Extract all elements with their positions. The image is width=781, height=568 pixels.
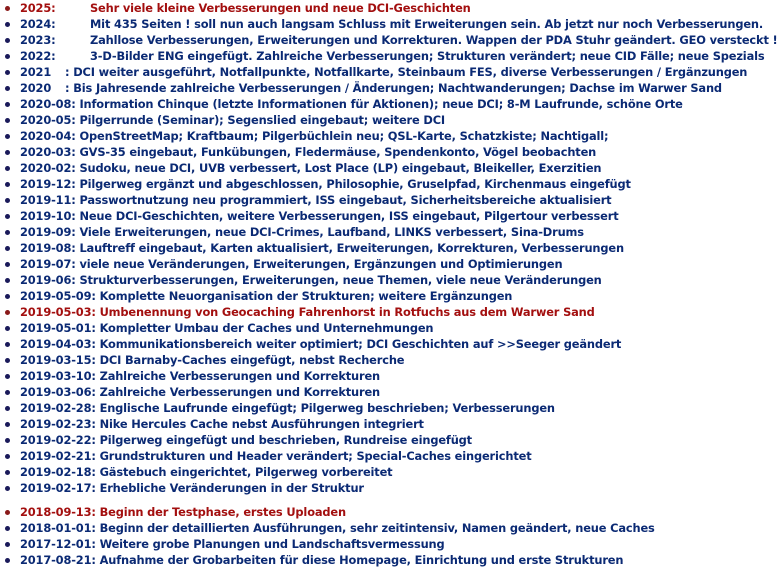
entry-text: 2019-08: Lauftreff eingebaut, Karten aktualisiert, Erweiterungen, Korrekturen, Verbesserungen	[20, 241, 624, 255]
entry-text: 2019-03-15: DCI Barnaby-Caches eingefügt, nebst Recherche	[20, 353, 405, 367]
entry-text: 2019-05-01: Kompletter Umbau der Caches und Unternehmungen	[20, 321, 434, 335]
bullet-icon	[5, 510, 10, 515]
changelog-entry	[0, 176, 781, 192]
bullet-icon	[5, 54, 10, 59]
entry-text: 2019-02-18: Gästebuch eingerichtet, Pilgerweg vorbereitet	[20, 465, 393, 479]
entry-text: 2019-05-03: Umbenennung von Geocaching Fahrenhorst in Rotfuchs aus dem Warwer Sand	[20, 305, 595, 319]
bullet-icon	[5, 294, 10, 299]
entry-text: Sehr viele kleine Verbesserungen und neue DCI-Geschichten	[90, 1, 471, 15]
bullet-icon	[5, 134, 10, 139]
entry-text: Mit 435 Seiten ! soll nun auch langsam Schluss mit Erweiterungen sein. Ab jetzt nur noch Verbesserungen.	[90, 17, 764, 31]
entry-text: 2017-12-01: Weitere grobe Planungen und Landschaftsvermessung	[20, 537, 445, 551]
entry-text: 2019-07: viele neue Veränderungen, Erweiterungen, Ergänzungen und Optimierungen	[20, 257, 563, 271]
entry-text: Zahllose Verbesserungen, Erweiterungen und Korrekturen. Wappen der PDA Stuhr geändert. GEO versteckt !	[90, 33, 778, 47]
entry-date: 2022:	[20, 49, 56, 63]
bullet-icon	[5, 118, 10, 123]
bullet-icon	[5, 262, 10, 267]
entry-text: 2019-09: Viele Erweiterungen, neue DCI-Crimes, Laufband, LINKS verbessert, Sina-Drums	[20, 225, 584, 239]
entry-text: 2019-03-06: Zahlreiche Verbesserungen und Korrekturen	[20, 385, 381, 399]
entry-text: 2018-01-01: Beginn der detaillierten Ausführungen, sehr zeitintensiv, Namen geändert, neue Caches	[20, 521, 655, 535]
bullet-icon	[5, 182, 10, 187]
changelog-entry	[0, 32, 781, 48]
changelog-entry	[0, 304, 781, 320]
entry-text: : DCI weiter ausgeführt, Notfallpunkte, Notfallkarte, Steinbaum FES, diverse Verbesserungen / Ergänzungen	[65, 65, 748, 79]
changelog-entry	[0, 552, 781, 568]
group-spacer	[0, 496, 781, 504]
bullet-icon	[5, 198, 10, 203]
entry-text: 2019-03-10: Zahlreiche Verbesserungen und Korrekturen	[20, 369, 381, 383]
changelog-entry	[0, 16, 781, 32]
bullet-icon	[5, 542, 10, 547]
changelog-entry	[0, 192, 781, 208]
entry-text: 2017-08-21: Aufnahme der Grobarbeiten für diese Homepage, Einrichtung und erste Strukturen	[20, 553, 624, 567]
changelog-entry	[0, 112, 781, 128]
changelog-entry	[0, 48, 781, 64]
changelog-entry	[0, 416, 781, 432]
bullet-icon	[5, 102, 10, 107]
changelog-entry	[0, 224, 781, 240]
changelog-entry	[0, 400, 781, 416]
bullet-icon	[5, 558, 10, 563]
bullet-icon	[5, 358, 10, 363]
entry-text: 2019-11: Passwortnutzung neu programmiert, ISS eingebaut, Sicherheitsbereiche aktualisiert	[20, 193, 612, 207]
entry-text: 2019-04-03: Kommunikationsbereich weiter optimiert; DCI Geschichten auf >>Seeger geändert	[20, 337, 622, 351]
entry-date: 2023:	[20, 33, 56, 47]
entry-text: 2020-04: OpenStreetMap; Kraftbaum; Pilgerbüchlein neu; QSL-Karte, Schatzkiste; Nachtigall;	[20, 129, 609, 143]
changelog-entry	[0, 464, 781, 480]
changelog-group-early	[0, 504, 781, 568]
changelog-entry	[0, 272, 781, 288]
changelog-entry	[0, 320, 781, 336]
bullet-icon	[5, 454, 10, 459]
bullet-icon	[5, 6, 10, 11]
changelog-entry	[0, 336, 781, 352]
bullet-icon	[5, 310, 10, 315]
entry-text: 2019-10: Neue DCI-Geschichten, weitere Verbesserungen, ISS eingebaut, Pilgertour verbessert	[20, 209, 619, 223]
bullet-icon	[5, 422, 10, 427]
entry-text: 2020-03: GVS-35 eingebaut, Funkübungen, Fledermäuse, Spendenkonto, Vögel beobachten	[20, 145, 597, 159]
changelog-entry	[0, 384, 781, 400]
changelog-entry	[0, 128, 781, 144]
bullet-icon	[5, 406, 10, 411]
bullet-icon	[5, 38, 10, 43]
entry-date: 2025:	[20, 1, 56, 15]
changelog-entry	[0, 352, 781, 368]
bullet-icon	[5, 278, 10, 283]
changelog-entry	[0, 144, 781, 160]
changelog-entry	[0, 288, 781, 304]
bullet-icon	[5, 526, 10, 531]
bullet-icon	[5, 150, 10, 155]
entry-text: 2018-09-13: Beginn der Testphase, erstes Uploaden	[20, 505, 346, 519]
bullet-icon	[5, 246, 10, 251]
entry-text: 2020-08: Information Chinque (letzte Informationen für Aktionen); neue DCI; 8-M Laufrunde, schöne Orte	[20, 97, 683, 111]
entry-date: 2021	[20, 65, 52, 79]
entry-text: 2020-05: Pilgerrunde (Seminar); Segenslied eingebaut; weitere DCI	[20, 113, 446, 127]
entry-text: 2019-02-23: Nike Hercules Cache nebst Ausführungen integriert	[20, 417, 424, 431]
changelog-entry	[0, 256, 781, 272]
changelog-entry	[0, 160, 781, 176]
entry-text: 2019-06: Strukturverbesserungen, Erweiterungen, neue Themen, viele neue Veränderungen	[20, 273, 602, 287]
entry-text: 2019-02-28: Englische Laufrunde eingefügt; Pilgerweg beschrieben; Verbesserungen	[20, 401, 555, 415]
changelog-entry	[0, 504, 781, 520]
entry-text: 2019-02-21: Grundstrukturen und Header verändert; Special-Caches eingerichtet	[20, 449, 532, 463]
entry-date: 2020	[20, 81, 52, 95]
changelog-entry	[0, 480, 781, 496]
changelog-entry	[0, 208, 781, 224]
entry-text: 2019-12: Pilgerweg ergänzt und abgeschlossen, Philosophie, Gruselpfad, Kirchenmaus eingefügt	[20, 177, 631, 191]
changelog-entry	[0, 96, 781, 112]
entry-text: 3-D-Bilder ENG eingefügt. Zahlreiche Verbesserungen; Strukturen verändert; neue CID Fälle; neue Spezials	[90, 49, 765, 63]
changelog-entry	[0, 432, 781, 448]
changelog-entry	[0, 536, 781, 552]
changelog-entry	[0, 0, 781, 16]
bullet-icon	[5, 326, 10, 331]
entry-text: : Bis Jahresende zahlreiche Verbesserungen / Änderungen; Nachtwanderungen; Dachse im Warwer Sand	[65, 81, 722, 95]
changelog-entry	[0, 448, 781, 464]
bullet-icon	[5, 470, 10, 475]
entry-text: 2019-02-17: Erhebliche Veränderungen in der Struktur	[20, 481, 364, 495]
changelog-entry	[0, 80, 781, 96]
bullet-icon	[5, 70, 10, 75]
bullet-icon	[5, 230, 10, 235]
bullet-icon	[5, 166, 10, 171]
changelog-entry	[0, 64, 781, 80]
entry-text: 2020-02: Sudoku, neue DCI, UVB verbessert, Lost Place (LP) eingebaut, Bleikeller, Exerzitien	[20, 161, 602, 175]
entry-text: 2019-02-22: Pilgerweg eingefügt und beschrieben, Rundreise eingefügt	[20, 433, 472, 447]
entry-text: 2019-05-09: Komplette Neuorganisation der Strukturen; weitere Ergänzungen	[20, 289, 513, 303]
bullet-icon	[5, 374, 10, 379]
bullet-icon	[5, 486, 10, 491]
changelog-entry	[0, 240, 781, 256]
entry-date: 2024:	[20, 17, 56, 31]
bullet-icon	[5, 438, 10, 443]
bullet-icon	[5, 22, 10, 27]
changelog-entry	[0, 368, 781, 384]
bullet-icon	[5, 390, 10, 395]
changelog-entry	[0, 520, 781, 536]
bullet-icon	[5, 86, 10, 91]
bullet-icon	[5, 214, 10, 219]
bullet-icon	[5, 342, 10, 347]
